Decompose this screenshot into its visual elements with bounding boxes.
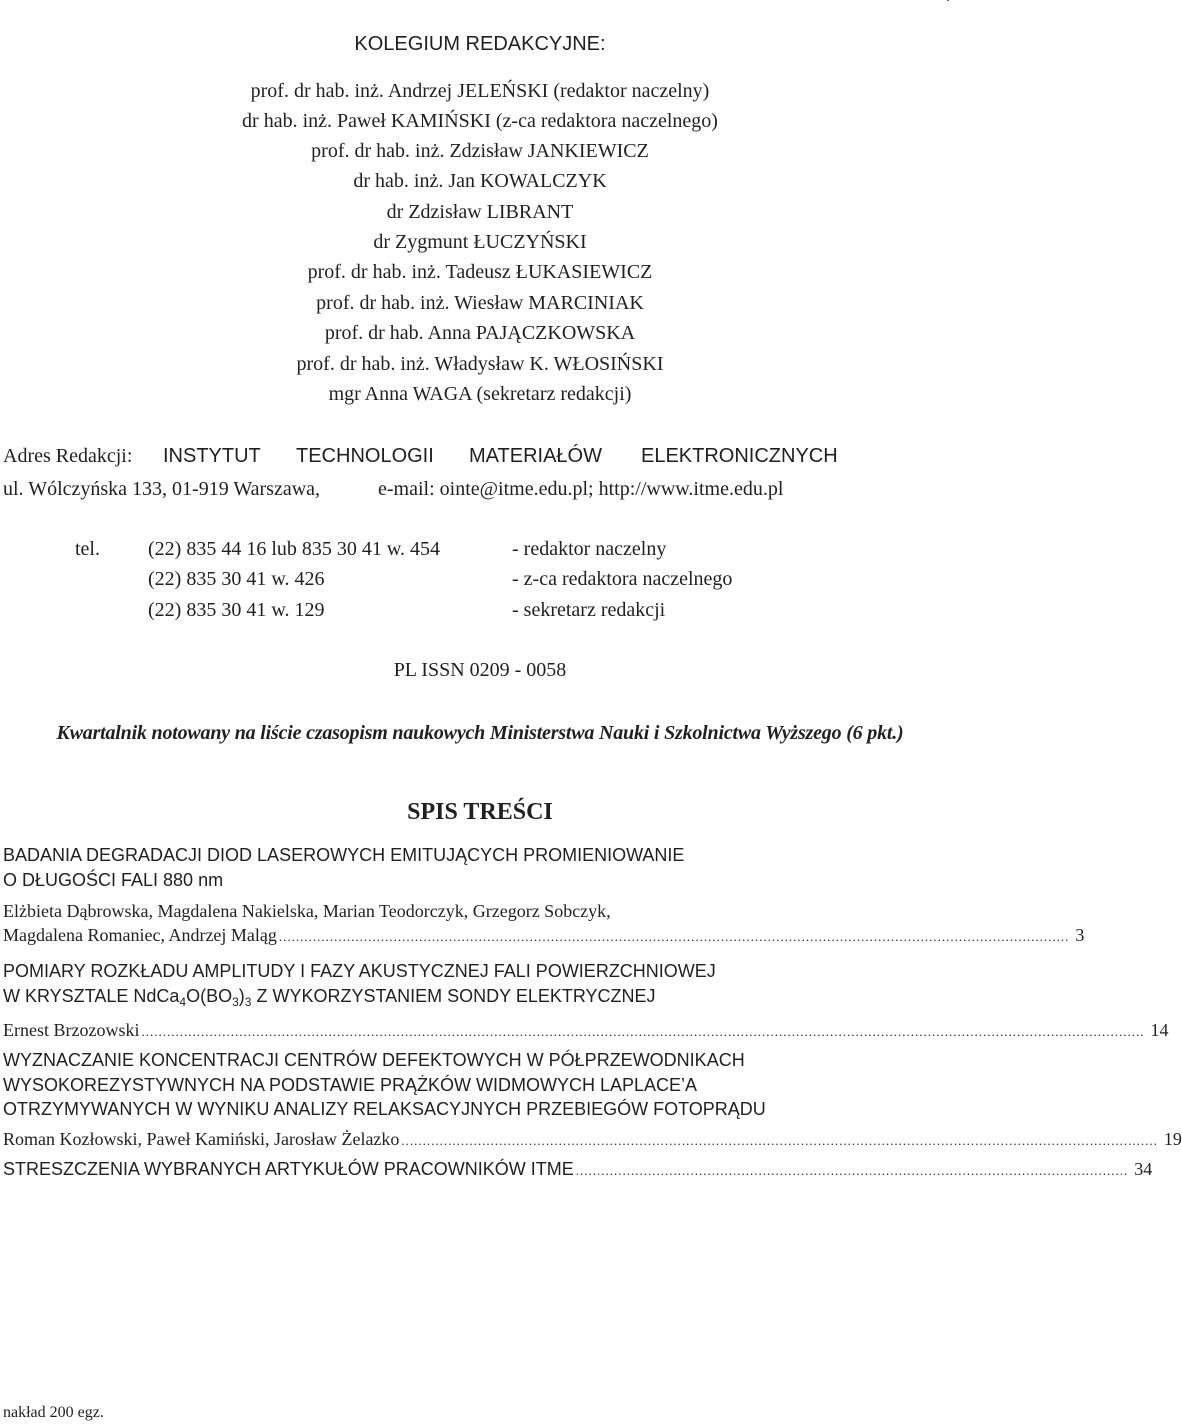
board-member: prof. dr hab. Anna PAJĄCZKOWSKA [324,322,636,344]
toc-heading: SPIS TREŚCI [407,799,553,825]
article-authors: Elżbieta Dąbrowska, Magdalena Nakielska, Marian Teodorczyk, Grzegorz Sobczyk, [3,901,611,921]
phone-role: - z-ca redaktora naczelnego [512,568,733,590]
title-text: Z WYKORZYSTANIEM SONDY ELEKTRYCZNEJ [251,986,656,1006]
issn: PL ISSN 0209 - 0058 [393,659,567,681]
board-member: prof. dr hab. inż. Andrzej JELEŃSKI (redaktor naczelny) [250,80,710,102]
phone-number: (22) 835 30 41 w. 129 [148,599,325,621]
article-title-line: WYZNACZANIE KONCENTRACJI CENTRÓW DEFEKTOWYCH W PÓŁPRZEWODNIKACH [3,1050,745,1070]
address-word: INSTYTUT [163,445,261,467]
toc-entry[interactable] [3,1127,1182,1151]
page-number: 19 [1163,1129,1182,1149]
article-title-line: OTRZYMYWANYCH W WYNIKU ANALIZY RELAKSACYJNYCH PRZEBIEGÓW FOTOPRĄDU [3,1099,766,1119]
article-title-line: O DŁUGOŚCI FALI 880 nm [3,870,224,890]
leader-dots: .................................................................................................................................. [575,1163,1129,1178]
address-contact: e-mail: ointe@itme.edu.pl; http://www.itme.edu.pl [378,478,784,500]
article-title-line: BADANIA DEGRADACJI DIOD LASEROWYCH EMITUJĄCYCH PROMIENIOWANIE [3,845,685,865]
board-member: dr Zdzisław LIBRANT [386,201,574,223]
phone-role: - redaktor naczelny [512,538,667,560]
print-run: nakład 200 egz. [3,1404,104,1421]
journal-notice: Kwartalnik notowany na liście czasopism naukowych Ministerstwa Nauki i Szkolnictwa Wyższego (6 pkt.) [56,722,904,744]
phone-role: - sekretarz redakcji [512,599,666,621]
article-title: STRESZCZENIA WYBRANYCH ARTYKUŁÓW PRACOWNIKÓW ITME [3,1159,574,1179]
corner-mark [946,0,950,4]
article-title-line: POMIARY ROZKŁADU AMPLITUDY I FAZY AKUSTYCZNEJ FALI POWIERZCHNIOWEJ [3,961,716,981]
subscript: 3 [232,995,239,1009]
toc-entry[interactable] [3,1018,1169,1042]
board-member: dr Zygmunt ŁUCZYŃSKI [373,231,587,253]
board-member: prof. dr hab. inż. Wiesław MARCINIAK [316,292,644,314]
title-text: W KRYSZTALE NdCa [3,986,180,1006]
address-label: Adres Redakcji: [3,445,133,467]
address-street: ul. Wólczyńska 133, 01-919 Warszawa, [3,478,321,500]
article-authors: Roman Kozłowski, Paweł Kamiński, Jarosław Żelazko [3,1129,400,1149]
subscript: 4 [179,995,187,1009]
leader-dots: .......................................................................................................................................................................................... [278,929,1070,944]
board-heading: KOLEGIUM REDAKCYJNE: [354,33,606,55]
phone-label: tel. [75,538,100,560]
board-member: dr hab. inż. Paweł KAMIŃSKI (z-ca redaktora naczelnego) [242,110,718,132]
board-member: prof. dr hab. inż. Władysław K. WŁOSIŃSKI [296,353,664,375]
article-authors: Ernest Brzozowski [3,1020,140,1040]
article-title-line [3,984,656,1009]
address-word: MATERIAŁÓW [469,445,602,467]
phone-number: (22) 835 30 41 w. 426 [148,568,325,590]
title-text: O(BO [186,986,233,1006]
board-member: prof. dr hab. inż. Zdzisław JANKIEWICZ [311,140,649,162]
article-title-line: WYSOKOREZYSTYWNYCH NA PODSTAWIE PRĄŻKÓW WIDMOWYCH LAPLACE’A [3,1075,698,1095]
leader-dots: ............................................................................................................................................................................................................................................ [141,1024,1145,1039]
subscript: 3 [244,995,252,1009]
address-word: TECHNOLOGII [296,445,434,467]
board-member: dr hab. inż. Jan KOWALCZYK [353,170,607,192]
article-authors: Magdalena Romaniec, Andrzej Maląg [3,925,277,945]
address-line [3,444,132,468]
leader-dots: .................................................................................................................................................................................. [401,1133,1158,1148]
toc-entry[interactable] [3,1157,1153,1181]
page-number: 34 [1134,1159,1153,1179]
board-member: prof. dr hab. inż. Tadeusz ŁUKASIEWICZ [307,261,653,283]
phone-number: (22) 835 44 16 lub 835 30 41 w. 454 [148,538,441,560]
toc-entry[interactable] [3,923,1085,947]
address-word: ELEKTRONICZNYCH [641,445,838,467]
board-member: mgr Anna WAGA (sekretarz redakcji) [328,383,632,405]
page-number: 3 [1075,925,1085,945]
title-text: ) [238,986,245,1006]
page-number: 14 [1150,1020,1169,1040]
